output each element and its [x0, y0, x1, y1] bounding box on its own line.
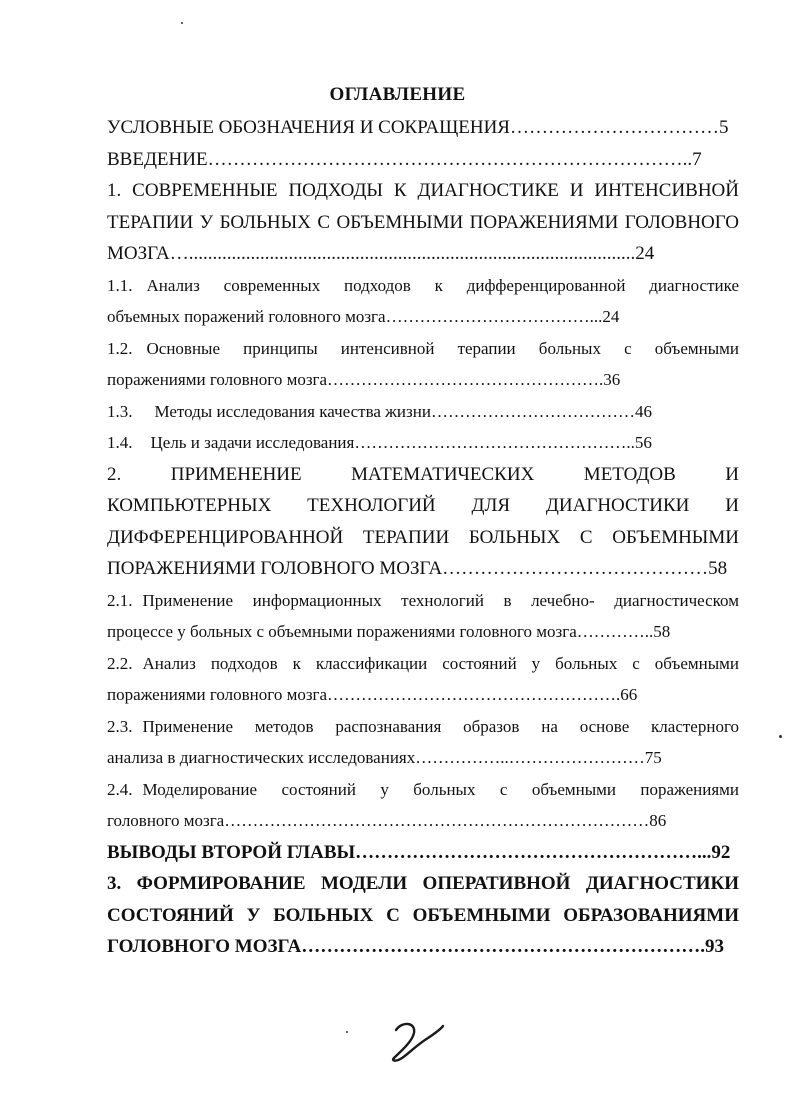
section-number: 2.2. [107, 653, 133, 673]
toc-section-2-2-line-2: поражениями головного мозга…………………………………………….66 [107, 685, 638, 704]
toc-chapter-2-line-4: ПОРАЖЕНИЯМИ ГОЛОВНОГО МОЗГА……………………………………58 [107, 558, 728, 579]
scan-speck [181, 22, 183, 24]
table-of-contents [107, 112, 739, 963]
section-text: Применение методов распознавания образов на основе кластерного [142, 716, 739, 736]
toc-section-2-1-line-1 [107, 585, 739, 617]
toc-section-1-2-line-1 [107, 333, 739, 365]
handwritten-page-number [388, 1018, 446, 1064]
toc-chapter-1-line-3: МОЗГА…..............................................................................................24 [107, 243, 655, 264]
toc-chapter-1-line-2: ТЕРАПИИ У БОЛЬНЫХ С ОБЪЕМНЫМИ ПОРАЖЕНИЯМИ ГОЛОВНОГО [107, 211, 739, 233]
toc-section-2-4-line-2: головного мозга…………………………………………………………………86 [107, 811, 667, 830]
section-text: Основные принципы интенсивной терапии больных с объемными [146, 338, 739, 358]
toc-section-2-4-line-1 [107, 774, 739, 806]
toc-section-1-1-line-2: объемных поражений головного мозга………………………………...24 [107, 307, 620, 326]
toc-chapter-2-line-1: 2. ПРИМЕНЕНИЕ МАТЕМАТИЧЕСКИХ МЕТОДОВ И [107, 463, 739, 485]
section-number: 1.2. [107, 338, 133, 358]
toc-chapter-3-line-3: ГОЛОВНОГО МОЗГА……………………………………………………….93 [107, 936, 724, 957]
scan-speck [779, 735, 782, 738]
toc-section-1-3 [107, 396, 739, 428]
toc-section-1-4 [107, 427, 739, 459]
scan-speck [346, 1031, 348, 1033]
toc-entry-symbols: УСЛОВНЫЕ ОБОЗНАЧЕНИЯ И СОКРАЩЕНИЯ……………………………5 [107, 117, 729, 138]
toc-section-1-2-line-2: поражениями головного мозга………………………………………….36 [107, 370, 621, 389]
toc-section-2-2-line-1 [107, 648, 739, 680]
section-text: Методы исследования качества жизни………………………………46 [154, 401, 652, 421]
section-text: Моделирование состояний у больных с объемными поражениями [142, 779, 739, 799]
toc-section-2-1-line-2: процессе у больных с объемными поражениями головного мозга…………..58 [107, 622, 671, 641]
toc-entry-introduction: ВВЕДЕНИЕ…………………………………………………………………..7 [107, 148, 702, 170]
section-text: Цель и задачи исследования…………………………………………..56 [150, 433, 652, 452]
toc-section-2-3-line-1 [107, 711, 739, 743]
section-text: Применение информационных технологий в лечебно- диагностическом [142, 590, 739, 610]
section-text: Анализ современных подходов к дифференцированной диагностике [146, 275, 739, 295]
section-number: 1.3. [107, 401, 133, 421]
toc-chapter-3-line-2: СОСТОЯНИЙ У БОЛЬНЫХ С ОБЪЕМНЫМИ ОБРАЗОВАНИЯМИ [107, 904, 739, 926]
section-number: 1.1. [107, 275, 133, 295]
toc-chapter-1-line-1: 1. СОВРЕМЕННЫЕ ПОДХОДЫ К ДИАГНОСТИКЕ И ИНТЕНСИВНОЙ [107, 180, 739, 201]
toc-entry-chapter-2-conclusions: ВЫВОДЫ ВТОРОЙ ГЛАВЫ………………………………………………...92 [107, 841, 731, 863]
toc-chapter-2-line-3: ДИФФЕРЕНЦИРОВАННОЙ ТЕРАПИИ БОЛЬНЫХ С ОБЪЕМНЫМИ [107, 526, 739, 548]
section-number: 2.3. [107, 716, 133, 736]
toc-section-1-1-line-1 [107, 270, 739, 302]
page-title: ОГЛАВЛЕНИЕ [329, 84, 466, 105]
section-number: 1.4. [107, 433, 133, 452]
section-number: 2.4. [107, 779, 133, 799]
toc-chapter-2-line-2: КОМПЬЮТЕРНЫХ ТЕХНОЛОГИЙ ДЛЯ ДИАГНОСТИКИ И [107, 495, 739, 516]
section-number: 2.1. [107, 590, 133, 610]
section-text: Анализ подходов к классификации состояний у больных с объемными [142, 653, 739, 673]
toc-section-2-3-line-2: анализа в диагностических исследованиях……………..……………………75 [107, 748, 662, 767]
toc-chapter-3-line-1: 3. ФОРМИРОВАНИЕ МОДЕЛИ ОПЕРАТИВНОЙ ДИАГНОСТИКИ [107, 873, 739, 894]
